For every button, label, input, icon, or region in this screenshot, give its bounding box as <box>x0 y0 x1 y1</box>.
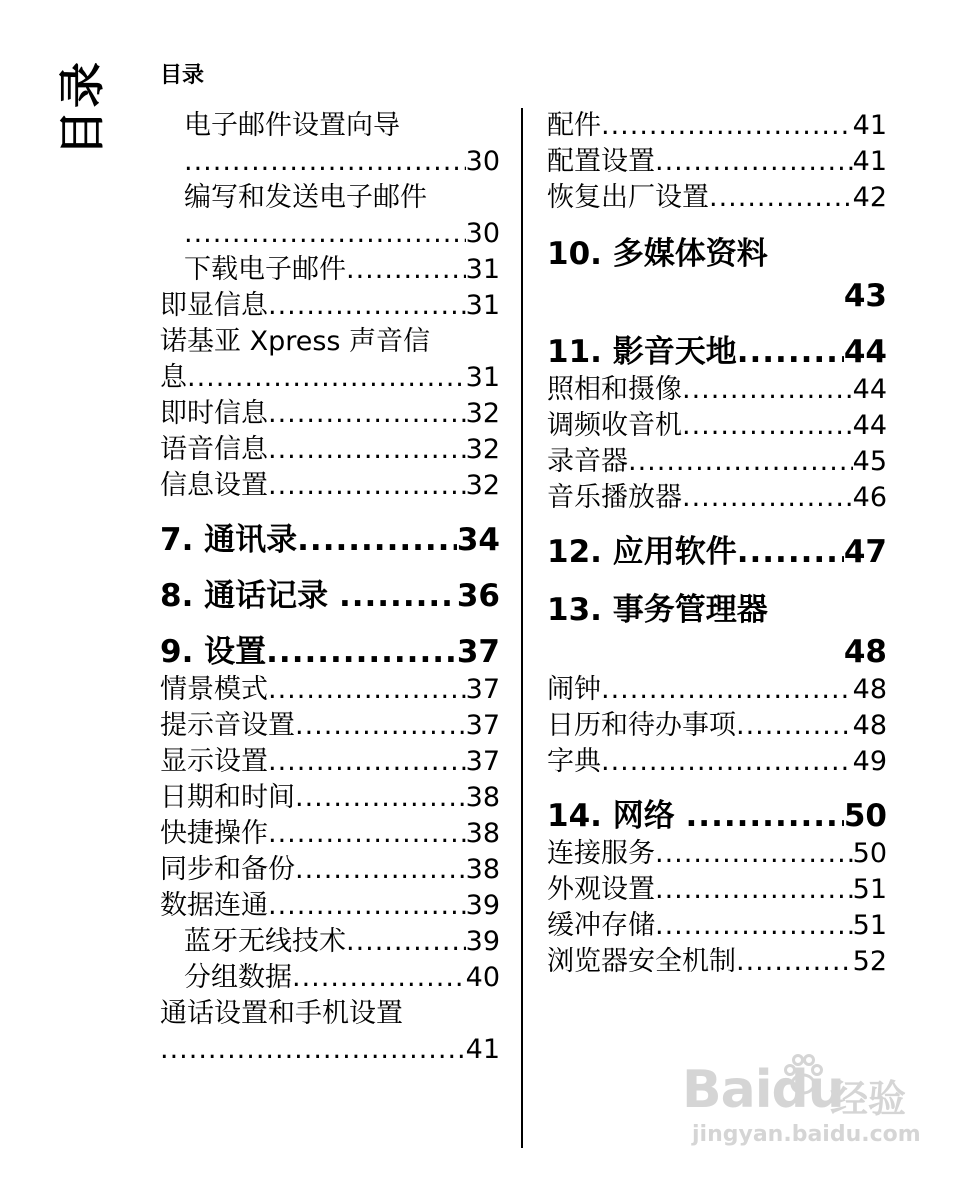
leader-dots <box>682 480 853 516</box>
toc-entry-page: 48 <box>852 710 887 741</box>
toc-section-page: 44 <box>843 334 887 370</box>
toc-entry-label: 浏览器安全机制 <box>547 946 736 977</box>
toc-entry-label: 快捷操作 <box>160 818 268 849</box>
leader-dots <box>268 432 466 468</box>
toc-entry-label: 情景模式 <box>160 674 268 705</box>
leader-dots <box>601 744 853 780</box>
leader-dots <box>709 180 853 216</box>
toc-entry-email-wizard[interactable] <box>160 108 500 180</box>
toc-section-page: 37 <box>456 634 500 670</box>
toc-entry-page: 44 <box>852 410 887 441</box>
toc-entry-page: 31 <box>465 254 500 285</box>
leader-dots <box>547 276 844 316</box>
toc-entry-page: 42 <box>852 182 887 213</box>
leader-dots <box>737 332 844 372</box>
toc-entry-profiles[interactable] <box>160 672 500 708</box>
toc-entry-page: 32 <box>465 470 500 501</box>
leader-dots <box>655 872 853 908</box>
toc-entry-page: 51 <box>852 874 887 905</box>
toc-entry-browser-security[interactable] <box>547 944 887 980</box>
toc-entry-label: 数据连通 <box>160 890 268 921</box>
toc-entry-connectivity[interactable] <box>160 888 500 924</box>
leader-dots <box>295 852 466 888</box>
toc-entry-page: 51 <box>852 910 887 941</box>
leader-dots <box>295 708 466 744</box>
toc-entry-label: 诺基亚 Xpress 声音信 <box>160 326 431 357</box>
toc-entry-page: 32 <box>465 434 500 465</box>
leader-dots <box>736 944 853 980</box>
toc-entry-bluetooth[interactable] <box>160 924 500 960</box>
toc-section-label: 13. 事务管理器 <box>547 592 768 628</box>
toc-section-page: 48 <box>843 634 887 670</box>
toc-entry-appearance-settings[interactable] <box>547 872 887 908</box>
toc-section-organizer[interactable] <box>547 588 887 672</box>
toc-entry-label: 通话设置和手机设置 <box>160 998 403 1029</box>
baidu-logo-text: Baidu <box>682 1060 844 1120</box>
toc-entry-flash-message[interactable] <box>160 288 500 324</box>
toc-section-settings[interactable] <box>160 632 500 672</box>
toc-entry-page: 37 <box>465 674 500 705</box>
toc-entry-config-settings[interactable] <box>547 144 887 180</box>
toc-entry-label-cont: 息 <box>160 362 187 393</box>
toc-entry-page: 44 <box>852 374 887 405</box>
leader-dots <box>184 216 466 252</box>
toc-entry-instant-message[interactable] <box>160 396 500 432</box>
toc-entry-page: 45 <box>852 446 887 477</box>
leader-dots <box>268 744 466 780</box>
toc-entry-label: 蓝牙无线技术 <box>184 926 346 957</box>
leader-dots <box>268 816 466 852</box>
toc-entry-page: 31 <box>465 362 500 393</box>
baidu-watermark <box>682 1050 942 1160</box>
leader-dots <box>737 532 844 572</box>
toc-section-web[interactable] <box>547 796 887 836</box>
leader-dots <box>266 632 457 672</box>
toc-entry-page: 39 <box>465 926 500 957</box>
leader-dots <box>346 924 466 960</box>
toc-entry-packet-data[interactable] <box>160 960 500 996</box>
leader-dots <box>346 252 466 288</box>
toc-entry-label: 编写和发送电子邮件 <box>184 182 427 213</box>
toc-entry-page: 38 <box>465 818 500 849</box>
toc-entry-page: 30 <box>465 146 500 177</box>
leader-dots <box>292 960 466 996</box>
toc-entry-message-settings[interactable] <box>160 468 500 504</box>
toc-section-page: 36 <box>456 578 500 614</box>
toc-section-label: 12. 应用软件 <box>547 534 737 570</box>
toc-left-column <box>160 108 500 1068</box>
toc-section-label: 10. 多媒体资料 <box>547 236 768 272</box>
toc-section-contacts[interactable] <box>160 520 500 560</box>
toc-entry-label: 即时信息 <box>160 398 268 429</box>
toc-section-page: 43 <box>843 278 887 314</box>
toc-entry-page: 46 <box>852 482 887 513</box>
leader-dots <box>655 144 853 180</box>
toc-entry-display-settings[interactable] <box>160 744 500 780</box>
toc-section-page: 34 <box>456 522 500 558</box>
toc-entry-label: 电子邮件设置向导 <box>184 110 400 141</box>
toc-entry-camera[interactable] <box>547 372 887 408</box>
toc-entry-voice-message[interactable] <box>160 432 500 468</box>
leader-dots <box>160 1032 466 1068</box>
toc-entry-date-time[interactable] <box>160 780 500 816</box>
toc-entry-page: 39 <box>465 890 500 921</box>
toc-entry-page: 41 <box>852 146 887 177</box>
toc-entry-label: 日历和待办事项 <box>547 710 736 741</box>
toc-entry-label: 录音器 <box>547 446 628 477</box>
toc-section-label: 9. 设置 <box>160 634 267 670</box>
toc-entry-dictionary[interactable] <box>547 744 887 780</box>
toc-entry-shortcuts[interactable] <box>160 816 500 852</box>
toc-entry-page: 52 <box>852 946 887 977</box>
toc-entry-label: 音乐播放器 <box>547 482 682 513</box>
leader-dots <box>184 144 466 180</box>
toc-entry-compose-email[interactable] <box>160 180 500 252</box>
leader-dots <box>187 360 466 396</box>
toc-entry-page: 41 <box>465 1034 500 1065</box>
leader-dots <box>547 632 844 672</box>
toc-entry-page: 38 <box>465 782 500 813</box>
toc-section-label: 11. 影音天地 <box>547 334 737 370</box>
toc-section-applications[interactable] <box>547 532 887 572</box>
toc-section-media[interactable] <box>547 332 887 372</box>
toc-section-label: 7. 通讯录 <box>160 522 298 558</box>
toc-entry-label: 语音信息 <box>160 434 268 465</box>
toc-entry-page: 32 <box>465 398 500 429</box>
toc-section-page: 50 <box>843 798 887 834</box>
page-header-title: 目录 <box>160 63 205 88</box>
toc-section-page: 47 <box>843 534 887 570</box>
toc-entry-label: 显示设置 <box>160 746 268 777</box>
leader-dots <box>601 108 853 144</box>
leader-dots <box>655 908 853 944</box>
leader-dots <box>268 288 466 324</box>
toc-entry-page: 31 <box>465 290 500 321</box>
toc-entry-page: 38 <box>465 854 500 885</box>
toc-right-column <box>547 108 887 980</box>
toc-entry-label: 信息设置 <box>160 470 268 501</box>
baidu-logo-cn: 经验 <box>830 1077 907 1121</box>
leader-dots <box>297 520 457 560</box>
toc-section-call-log[interactable] <box>160 576 500 616</box>
toc-entry-music-player[interactable] <box>547 480 887 516</box>
toc-entry-page: 30 <box>465 218 500 249</box>
toc-entry-calendar-todo[interactable] <box>547 708 887 744</box>
leader-dots <box>686 796 844 836</box>
leader-dots <box>268 672 466 708</box>
toc-section-label: 8. 通话记录 <box>160 578 339 614</box>
toc-entry-page: 49 <box>852 746 887 777</box>
toc-entry-label: 配件 <box>547 110 601 141</box>
toc-entry-xpress-audio[interactable] <box>160 324 500 396</box>
toc-entry-cache[interactable] <box>547 908 887 944</box>
leader-dots <box>268 468 466 504</box>
leader-dots <box>268 396 466 432</box>
leader-dots <box>682 408 853 444</box>
toc-entry-label: 同步和备份 <box>160 854 295 885</box>
toc-entry-page: 37 <box>465 710 500 741</box>
toc-entry-label: 分组数据 <box>184 962 292 993</box>
baidu-url: jingyan.baidu.com <box>692 1122 921 1147</box>
leader-dots <box>601 672 853 708</box>
toc-entry-label: 外观设置 <box>547 874 655 905</box>
toc-entry-label: 日期和时间 <box>160 782 295 813</box>
toc-entry-page: 50 <box>852 838 887 869</box>
toc-section-gallery[interactable] <box>547 232 887 316</box>
toc-entry-fm-radio[interactable] <box>547 408 887 444</box>
toc-entry-download-email[interactable] <box>160 252 500 288</box>
leader-dots <box>682 372 853 408</box>
toc-entry-call-phone-settings[interactable] <box>160 996 500 1068</box>
toc-entry-alarm[interactable] <box>547 672 887 708</box>
toc-entry-label: 缓冲存储 <box>547 910 655 941</box>
toc-entry-page: 41 <box>852 110 887 141</box>
toc-entry-label: 闹钟 <box>547 674 601 705</box>
side-title: 目录 <box>55 60 109 156</box>
toc-section-label: 14. 网络 <box>547 798 686 834</box>
toc-entry-accessories[interactable] <box>547 108 887 144</box>
leader-dots <box>339 576 457 616</box>
column-divider <box>521 108 523 1148</box>
toc-entry-label: 下载电子邮件 <box>184 254 346 285</box>
toc-entry-label: 调频收音机 <box>547 410 682 441</box>
toc-entry-label: 提示音设置 <box>160 710 295 741</box>
toc-entry-label: 连接服务 <box>547 838 655 869</box>
leader-dots <box>295 780 466 816</box>
leader-dots <box>736 708 853 744</box>
toc-entry-page: 48 <box>852 674 887 705</box>
toc-entry-label: 字典 <box>547 746 601 777</box>
toc-entry-page: 37 <box>465 746 500 777</box>
toc-entry-label: 即显信息 <box>160 290 268 321</box>
toc-entry-label: 配置设置 <box>547 146 655 177</box>
toc-entry-factory-reset[interactable] <box>547 180 887 216</box>
leader-dots <box>655 836 853 872</box>
leader-dots <box>268 888 466 924</box>
leader-dots <box>628 444 853 480</box>
toc-entry-connect-service[interactable] <box>547 836 887 872</box>
toc-entry-sync-backup[interactable] <box>160 852 500 888</box>
toc-entry-tone-settings[interactable] <box>160 708 500 744</box>
toc-entry-recorder[interactable] <box>547 444 887 480</box>
toc-entry-label: 恢复出厂设置 <box>547 182 709 213</box>
toc-entry-label: 照相和摄像 <box>547 374 682 405</box>
toc-entry-page: 40 <box>465 962 500 993</box>
